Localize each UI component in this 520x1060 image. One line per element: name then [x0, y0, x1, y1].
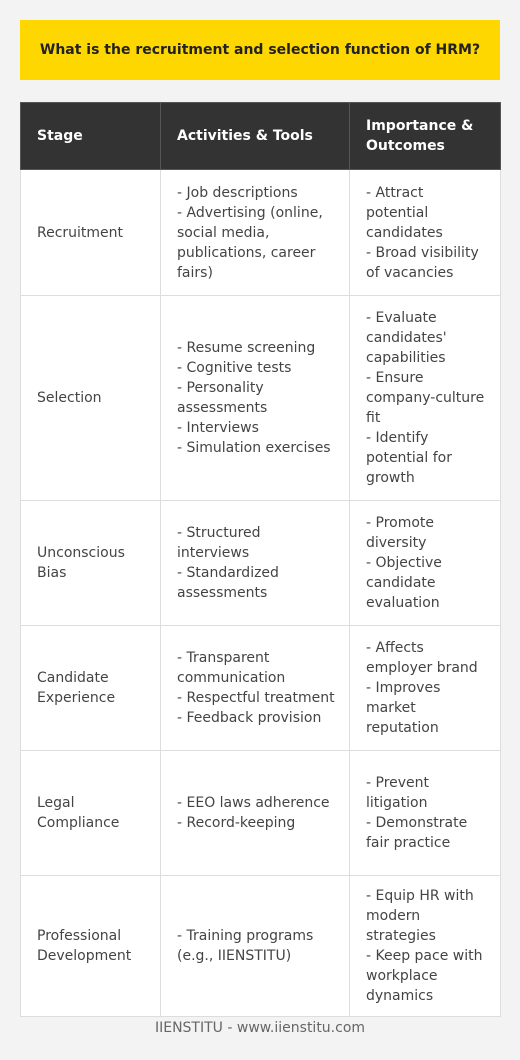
activities-cell [161, 170, 350, 296]
importance-item: - Ensure company-culture fit [366, 370, 485, 426]
activities-item: - Transparent communication [177, 650, 286, 686]
stages-table [20, 102, 501, 1017]
importance-item: - Improves market reputation [366, 680, 441, 736]
stage-cell: Professional Development [21, 876, 161, 1017]
activities-item: - Respectful treatment [177, 690, 335, 706]
activities-item: - Personality assessments [177, 380, 268, 416]
table-body [21, 170, 501, 1017]
importance-item: - Keep pace with workplace dynamics [366, 948, 483, 1004]
header-stage: Stage [21, 103, 161, 170]
stage-cell: Candidate Experience [21, 626, 161, 751]
importance-cell [350, 751, 501, 876]
stage-cell: Recruitment [21, 170, 161, 296]
activities-cell [161, 296, 350, 501]
activities-item: - EEO laws adherence [177, 795, 330, 811]
importance-item: - Equip HR with modern strategies [366, 888, 474, 944]
activities-cell [161, 501, 350, 626]
importance-cell [350, 170, 501, 296]
header-activities: Activities & Tools [161, 103, 350, 170]
activities-item: - Simulation exercises [177, 440, 331, 456]
stage-cell: Selection [21, 296, 161, 501]
importance-cell [350, 876, 501, 1017]
activities-item: - Training programs (e.g., IIENSTITU) [177, 928, 314, 964]
footer-credit: IIENSTITU - www.iienstitu.com [154, 1020, 366, 1036]
activities-item: - Structured interviews [177, 525, 261, 561]
importance-item: - Identify potential for growth [366, 430, 452, 486]
importance-item: - Affects employer brand [366, 640, 478, 676]
importance-item: - Evaluate candidates' capabilities [366, 310, 447, 366]
importance-item: - Objective candidate evaluation [366, 555, 442, 611]
title-banner [20, 20, 500, 80]
activities-item: - Job descriptions [177, 184, 298, 201]
table-row [21, 296, 501, 501]
importance-item: - Attract potential candidates [366, 184, 443, 241]
activities-item: - Advertising (online, social media, publications, career fairs) [177, 204, 323, 281]
table-row [21, 170, 501, 296]
activities-item: - Resume screening [177, 340, 316, 356]
activities-item: - Record-keeping [177, 815, 296, 831]
page-title: What is the recruitment and selection function of HRM? [39, 42, 481, 58]
activities-cell [161, 626, 350, 751]
activities-item: - Interviews [177, 420, 259, 436]
stage-cell: Unconscious Bias [21, 501, 161, 626]
table-row [21, 876, 501, 1017]
activities-item: - Feedback provision [177, 710, 322, 726]
header-importance: Importance & Outcomes [350, 103, 501, 170]
importance-item: - Broad visibility of vacancies [366, 244, 479, 281]
importance-item: - Demonstrate fair practice [366, 815, 468, 851]
activities-item: - Cognitive tests [177, 360, 292, 376]
activities-cell [161, 751, 350, 876]
importance-cell [350, 501, 501, 626]
table-row [21, 626, 501, 751]
activities-item: - Standardized assessments [177, 565, 279, 601]
importance-item: - Prevent litigation [366, 775, 430, 811]
activities-cell [161, 876, 350, 1017]
importance-cell [350, 626, 501, 751]
importance-cell [350, 296, 501, 501]
table-row [21, 751, 501, 876]
table-header-row [21, 103, 501, 170]
stage-cell: Legal Compliance [21, 751, 161, 876]
importance-item: - Promote diversity [366, 515, 435, 551]
table-row [21, 501, 501, 626]
